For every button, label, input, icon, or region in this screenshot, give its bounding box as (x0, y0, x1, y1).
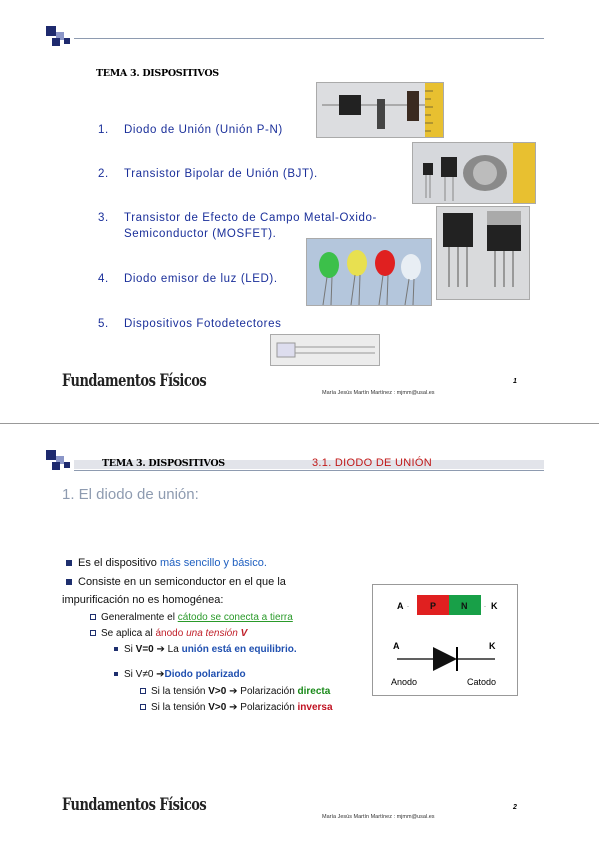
slide-2 (0, 424, 599, 848)
sub-bullet-icon (140, 704, 146, 710)
footer-logo: Fundamentos Físicos (62, 795, 207, 816)
footer-author: María Jesús Martín Martínez : mjmm@usal.es (322, 390, 435, 396)
bullet-icon (114, 672, 118, 676)
diode-diagram-svg (373, 585, 517, 695)
p-label: P (430, 601, 437, 611)
pn-k-label: K (491, 601, 498, 611)
pn-a-label: A (397, 601, 404, 611)
list-item-5: 5. Dispositivos Fotodetectores (98, 318, 282, 330)
bullet-2-cont: impurificación no es homogénea: (62, 594, 224, 606)
sub-bullet-icon (140, 688, 146, 694)
top-rule (74, 38, 544, 39)
page-number: 2 (513, 804, 517, 811)
bullet-icon (66, 579, 72, 585)
bullet-icon (114, 647, 118, 651)
diode-diagram (372, 584, 518, 696)
diode-photo (316, 82, 444, 138)
fourth-bullet-2: Si la tensión V>0 ➔ Polarización inversa (140, 702, 333, 713)
fourth-bullet-1: Si la tensión V>0 ➔ Polarización directa (140, 686, 330, 697)
symbol-k-label: K (489, 641, 496, 651)
mosfet-photo (436, 206, 530, 300)
anodo-label: Anodo (391, 677, 418, 687)
n-label: N (461, 601, 468, 611)
list-item-4: 4. Diodo emisor de luz (LED). (98, 273, 278, 285)
bullet-1: Es el dispositivo más sencillo y básico. (66, 557, 267, 569)
corner-decoration (46, 26, 76, 50)
tema-title: TEMA 3. DISPOSITIVOS (102, 458, 225, 469)
diode-symbol (433, 647, 457, 671)
led-photo (306, 238, 432, 306)
third-bullet-1: Si V=0 ➔ La unión está en equilibrio. (114, 644, 297, 655)
section-title: 3.1. DIODO DE UNIÓN (312, 457, 432, 469)
top-rule (74, 470, 544, 471)
sub-bullet-icon (90, 630, 96, 636)
list-item-3: 3. Transistor de Efecto de Campo Metal-Oxido- (98, 212, 377, 224)
photodetector-photo (270, 334, 380, 366)
sub-bullet-1: Generalmente el cátodo se conecta a tierra (90, 612, 293, 623)
list-item-3b: Semiconductor (MOSFET). (124, 228, 277, 240)
footer-logo: Fundamentos Físicos (62, 371, 207, 392)
footer-author: María Jesús Martín Martínez : mjmm@usal.es (322, 814, 435, 820)
list-item-1: 1. Diodo de Unión (Unión P-N) (98, 124, 283, 136)
sub-bullet-2: Se aplica al ánodo una tensión V (90, 628, 247, 639)
list-item-2: 2. Transistor Bipolar de Unión (BJT). (98, 168, 318, 180)
bullet-2: Consiste en un semiconductor en el que la (66, 576, 286, 588)
tema-title: TEMA 3. DISPOSITIVOS (96, 68, 219, 79)
svg-text:·: · (484, 604, 486, 610)
bjt-photo (412, 142, 536, 204)
svg-text:·: · (407, 604, 409, 610)
corner-decoration (46, 450, 76, 474)
catodo-label: Catodo (467, 677, 497, 687)
bullet-icon (66, 560, 72, 566)
page-number: 1 (513, 378, 517, 385)
sub-bullet-icon (90, 614, 96, 620)
symbol-a-label: A (393, 641, 400, 651)
slide-heading: 1. El diodo de unión: (62, 486, 199, 503)
third-bullet-2: Si V≠0 ➔Diodo polarizado (114, 669, 246, 680)
